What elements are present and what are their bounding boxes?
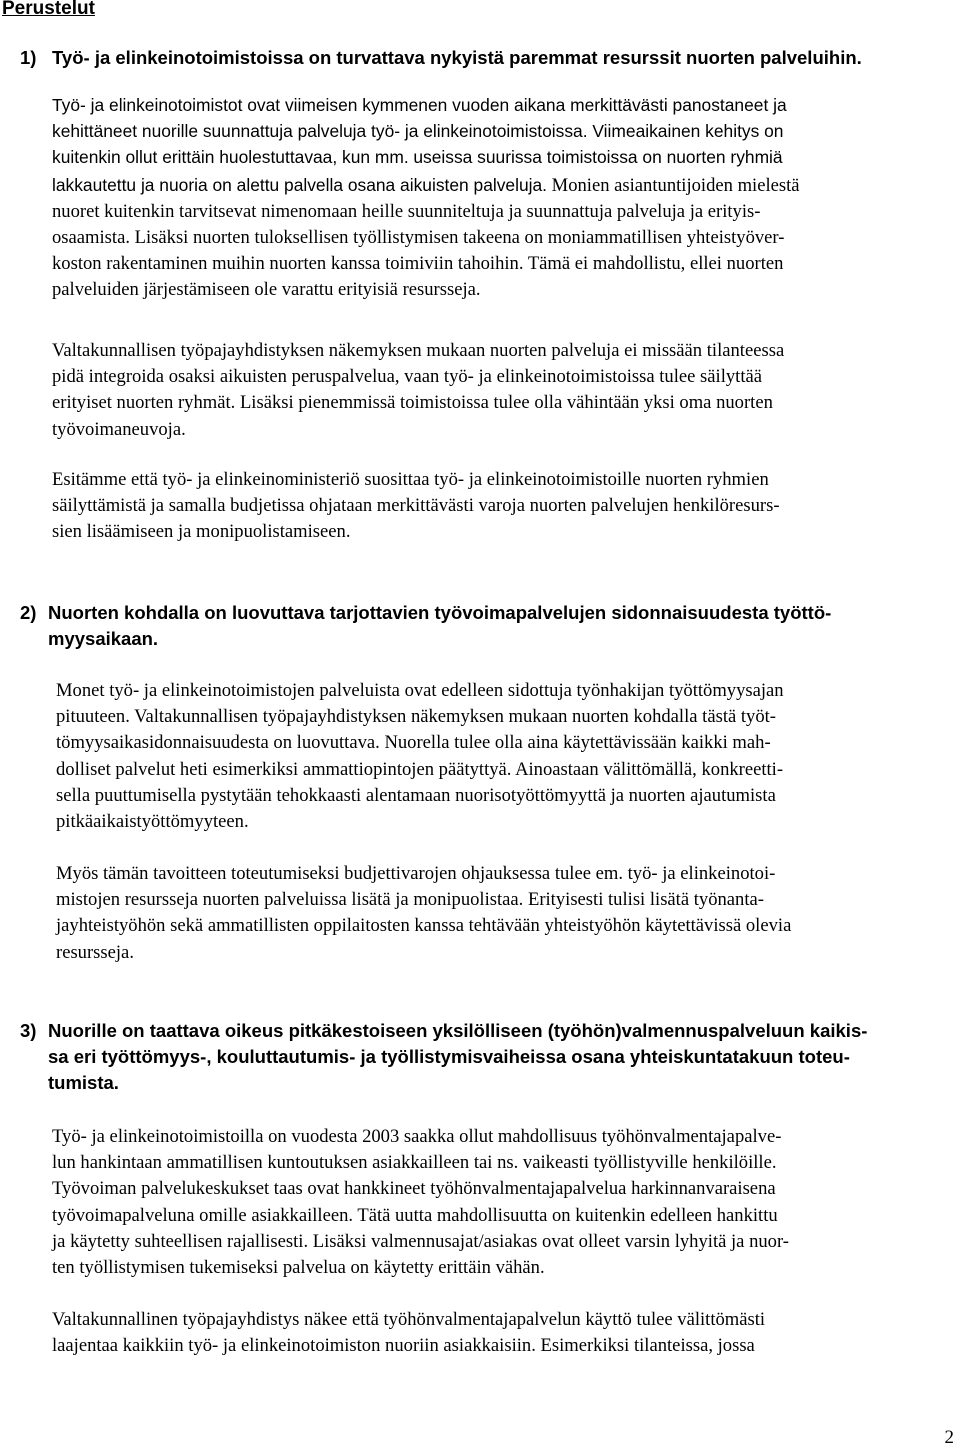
text-line: pituuteen. Valtakunnallisen työpajayhdistyksen näkemyksen mukaan nuorten kohdalla tästä työt- (56, 706, 776, 728)
section2-paragraph-2 (56, 861, 791, 966)
text-line: Työ- ja elinkeinotoimistot ovat viimeisen kymmenen vuoden aikana merkittävästi panostaneet ja (52, 95, 787, 115)
text-line: dolliset palvelut heti esimerkiksi ammattiopintojen päätyttyä. Ainoastaan välittömällä, konkreetti- (56, 758, 784, 780)
section1-title-text: Työ- ja elinkeinotoimistoissa on turvattava nykyistä paremmat resurssit nuorten palveluihin. (52, 47, 862, 68)
page-heading: Perustelut (2, 0, 95, 19)
text-line: nuoret kuitenkin tarvitsevat nimenomaan heille suunniteltuja ja suunnattuja palveluja ja erityis- (52, 200, 761, 222)
text-line: työvoimaneuvoja. (52, 418, 186, 440)
section2-title-line: Nuorten kohdalla on luovuttava tarjottavien työvoimapalvelujen sidonnaisuudesta työttö- (48, 602, 832, 623)
text-line: Työ- ja elinkeinotoimistoilla on vuodesta 2003 saakka ollut mahdollisuus työhönvalmentajapalve- (52, 1126, 782, 1147)
text-line: ten työllistymisen tukemiseksi palvelua on käytetty erittäin vähän. (52, 1257, 545, 1279)
text-span: Tämä ei mahdollistu, ellei nuorten (527, 253, 784, 275)
text-span: osaamista. (52, 227, 130, 249)
text-line: Esitämme että työ- ja elinkeinoministeriö suosittaa työ- ja elinkeinotoimistoille nuorten ryhmien (52, 469, 769, 490)
text-line: ja käytetty suhteellisen rajallisesti. Lisäksi valmennusajat/asiakas ovat olleet varsin lyhyitä ja nuor- (52, 1230, 789, 1252)
text-line: jayhteistyöhön sekä ammatillisten oppilaitosten kanssa tehtävään yhteistyöhön käytettävissä olevia (56, 915, 792, 937)
section1-paragraph-3 (52, 467, 780, 546)
section1-paragraph-2 (52, 338, 784, 443)
section1-title (20, 45, 862, 71)
section3-paragraph-1 (52, 1124, 789, 1281)
text-line: mistojen resursseja nuorten palveluissa lisätä ja monipuolistaa. Erityisesti tulisi lisätä työnanta- (56, 889, 764, 911)
text-span: useissa suurissa toimistoissa on nuorten ryhmiä (413, 147, 783, 168)
text-line: Myös tämän tavoitteen toteutumiseksi budjettivarojen ohjauksessa tulee em. työ- ja elinkeinotoi- (56, 863, 776, 884)
section1-paragraph-1 (52, 92, 800, 304)
section3-title-line: Nuorille on taattava oikeus pitkäkestoiseen yksilölliseen (työhön)valmennuspalveluun kaikis- (48, 1020, 868, 1041)
text-line: Valtakunnallisen työpajayhdistyksen näkemyksen mukaan nuorten palveluja ei missään tilanteessa (52, 340, 785, 361)
text-line: sella puuttumisella pystytään tehokkaasti alentamaan nuorisotyöttömyyttä ja nuorten ajautumista (56, 784, 776, 806)
text-line: pidä integroida osaksi aikuisten peruspalvelua, vaan työ- ja elinkeinotoimistoissa tulee säilyttää (52, 366, 762, 388)
text-line: lun hankintaan ammatillisen kuntoutuksen asiakkailleen tai ns. vaikeasti työllistyville henkilöille. (52, 1152, 777, 1174)
text-line: sien lisäämiseen ja monipuolistamiseen. (52, 521, 351, 543)
section1-number: 1) (20, 47, 37, 68)
text-line: työvoimapalveluna omille asiakkailleen. Tätä uutta mahdollisuutta on kuitenkin edelleen hankittu (52, 1204, 778, 1226)
text-line: pitkäaikaistyöttömyyteen. (56, 811, 249, 833)
section3-number: 3) (20, 1020, 37, 1041)
text-line: laajentaa kaikkiin työ- ja elinkeinotoimiston nuoriin asiakkaisiin. Esimerkiksi tilanteissa, jossa (52, 1335, 755, 1357)
text-span: Monien asiantuntijoiden mielestä (551, 174, 800, 196)
section3-title-line: sa eri työttömyys-, kouluttautumis- ja työllistymisvaiheissa osana yhteiskuntatakuun toteu- (48, 1046, 850, 1067)
page-number: 2 (944, 1427, 954, 1448)
text-line: palveluiden järjestämiseen ole varattu erityisiä resursseja. (52, 279, 481, 301)
text-line: tömyysaikasidonnaisuudesta on luovuttava. Nuorella tulee olla aina käytettävissään kaikki mah- (56, 732, 771, 754)
text-line: Valtakunnallinen työpajayhdistys näkee että työhönvalmentajapalvelun käyttö tulee välittömästi (52, 1309, 766, 1330)
text-line: erityiset nuorten ryhmät. Lisäksi pienemmissä toimistoissa tulee olla vähintään yksi oma nuorten (52, 392, 773, 414)
text-line: kehittäneet nuorille suunnattuja palveluja työ- ja elinkeinotoimistoissa. Viimeaikainen kehitys on (52, 121, 784, 142)
section3-title-line: tumista. (48, 1072, 119, 1093)
section3-title (20, 1018, 867, 1096)
text-span: lakkautettu ja nuoria on alettu palvella osana aikuisten palveluja. (52, 174, 547, 195)
text-span: kuitenkin ollut erittäin huolestuttavaa, kun mm. (52, 147, 409, 168)
section2-title (20, 600, 831, 652)
section2-paragraph-1 (56, 678, 784, 835)
text-line: Työvoiman palvelukeskukset taas ovat hankkineet työhönvalmentajapalvelua harkinnanvaraisena (52, 1178, 776, 1200)
text-line: Monet työ- ja elinkeinotoimistojen palveluista ovat edelleen sidottuja työnhakijan työttömyysajan (56, 680, 784, 701)
section2-number: 2) (20, 602, 37, 623)
section2-title-line: myysaikaan. (48, 628, 159, 649)
text-span: Lisäksi nuorten tuloksellisen työllistymisen takeena on moniammatillisen yhteistyöver- (134, 227, 785, 249)
text-line: resursseja. (56, 941, 134, 963)
text-span: koston rakentaminen muihin nuorten kanssa toimiviin tahoihin. (52, 253, 524, 275)
text-line: säilyttämistä ja samalla budjetissa ohjataan merkittävästi varoja nuorten palvelujen henkilöresurs- (52, 495, 780, 517)
section3-paragraph-2 (52, 1307, 765, 1359)
